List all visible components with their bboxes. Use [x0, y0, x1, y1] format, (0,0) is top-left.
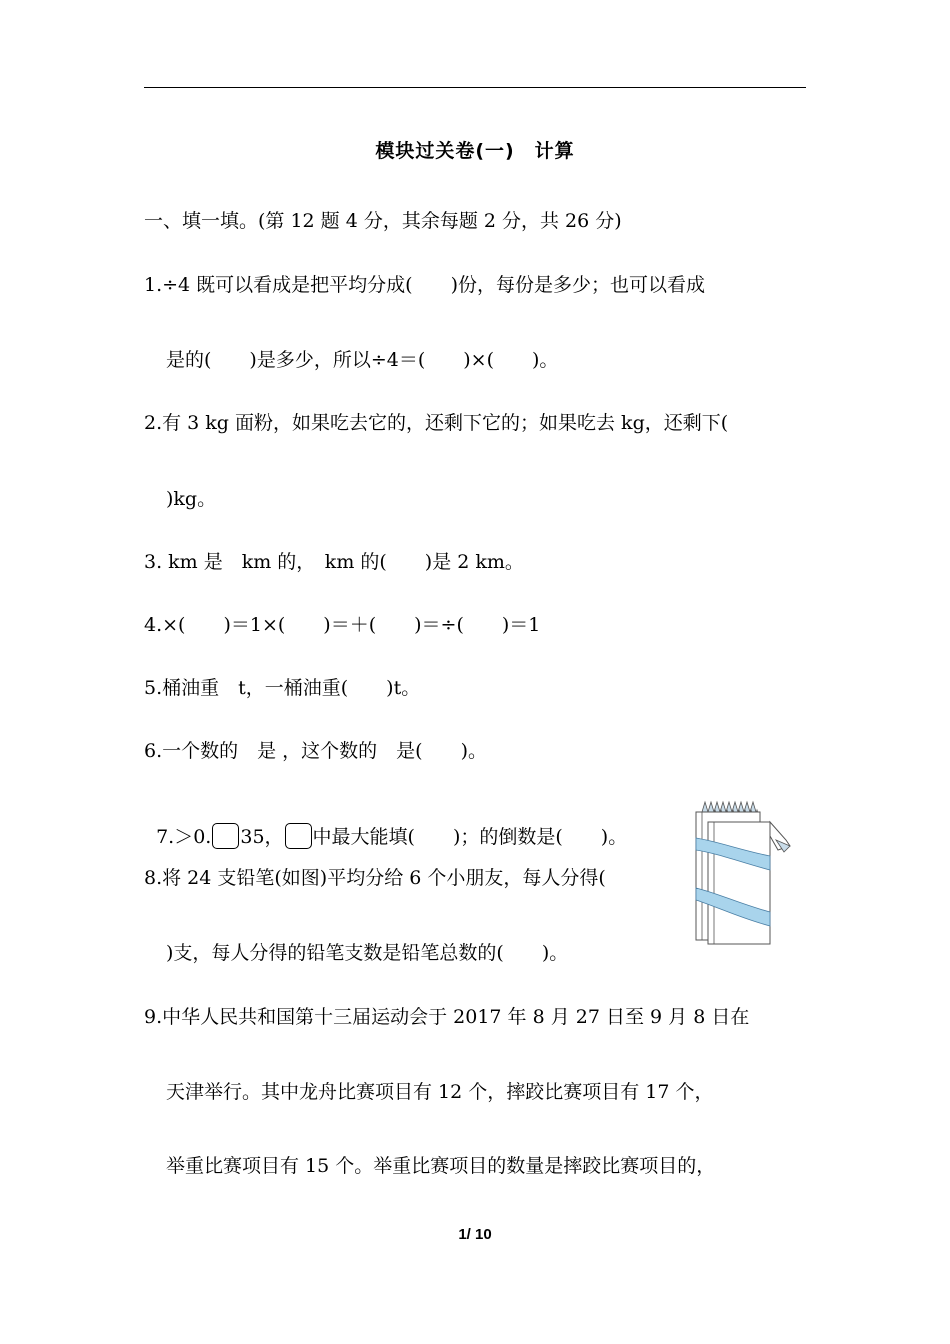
question-2-line-1: 2.有 3 kg 面粉，如果吃去它的，还剩下它的；如果吃去 kg，还剩下(	[144, 412, 729, 434]
question-5: 5.桶油重 t，一桶油重( )t。	[144, 677, 421, 699]
pencil-box-icon	[690, 800, 795, 950]
question-8-line-1: 8.将 24 支铅笔(如图)平均分给 6 个小朋友，每人分得(	[144, 867, 606, 889]
section-heading: 一、填一填。(第 12 题 4 分，其余每题 2 分，共 26 分)	[144, 210, 622, 232]
question-3: 3. km 是 km 的， km 的( )是 2 km。	[144, 551, 524, 573]
question-9-line-1: 9.中华人民共和国第十三届运动会于 2017 年 8 月 27 日至 9 月 8 日在	[144, 1006, 750, 1028]
header-rule	[144, 87, 806, 88]
question-4: 4.×( )＝1×( )＝＋( )＝÷( )＝1	[144, 614, 541, 636]
question-7-middle: 35，	[240, 826, 284, 848]
question-6: 6.一个数的 是 ，这个数的 是( )。	[144, 740, 487, 762]
question-7-prefix: 7.＞0.	[156, 826, 212, 848]
question-1-line-1: 1.÷4 既可以看成是把平均分成( )份，每份是多少；也可以看成	[144, 274, 706, 296]
page-title: 模块过关卷(一) 计算	[375, 140, 575, 162]
question-7-suffix: 中最大能填( )；的倒数是( )。	[312, 826, 628, 848]
question-9-line-3: 举重比赛项目有 15 个。举重比赛项目的数量是摔跤比赛项目的，	[166, 1155, 716, 1177]
answer-box-icon	[285, 823, 312, 849]
question-8-line-2: )支，每人分得的铅笔支数是铅笔总数的( )。	[166, 942, 569, 964]
question-2-line-2: )kg。	[166, 488, 217, 510]
answer-box-icon	[212, 823, 239, 849]
page-number: 1/ 10	[458, 1226, 492, 1243]
question-1-line-2: 是的( )是多少，所以÷4＝( )×( )。	[166, 349, 559, 371]
question-7	[144, 799, 627, 849]
question-9-line-2: 天津举行。其中龙舟比赛项目有 12 个，摔跤比赛项目有 17 个，	[166, 1081, 714, 1103]
